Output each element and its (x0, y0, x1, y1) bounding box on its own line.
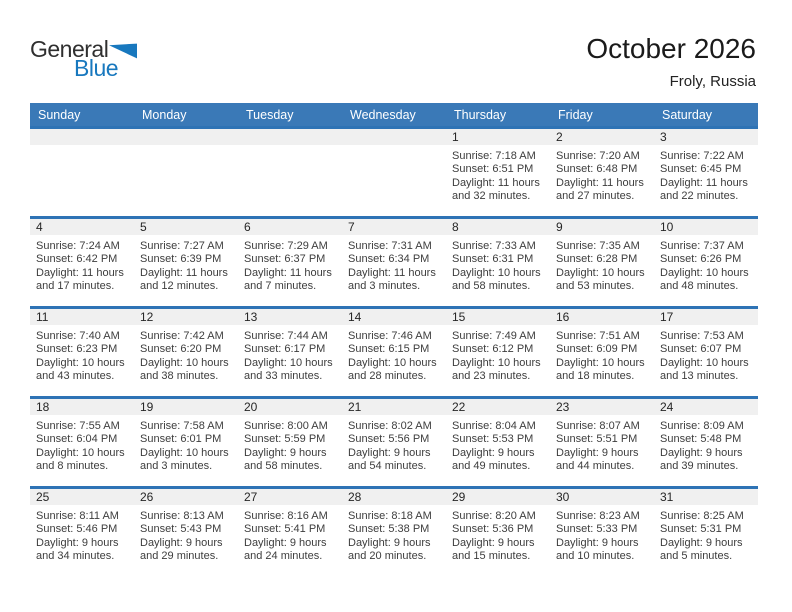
day-number: 31 (654, 489, 758, 505)
calendar-day-cell (134, 399, 238, 486)
sun-info-line: Sunrise: 7:31 AM (348, 240, 432, 252)
day-details (446, 235, 550, 294)
sun-info-line: Daylight: 9 hours (348, 536, 431, 549)
sun-info-line: Sunset: 5:48 PM (660, 433, 742, 446)
sun-info-line: Sunrise: 7:42 AM (140, 330, 224, 342)
calendar-day-cell (134, 219, 238, 306)
sun-info-line: Sunset: 6:04 PM (36, 433, 118, 446)
sun-info-line: Sunrise: 7:51 AM (556, 330, 640, 342)
sun-info-line: Daylight: 10 hours (556, 266, 645, 279)
sun-info-line: Daylight: 11 hours (36, 266, 124, 279)
day-number: 6 (238, 219, 342, 235)
day-number: 20 (238, 399, 342, 415)
sun-info-line: Sunset: 5:53 PM (452, 433, 534, 446)
day-details (654, 145, 758, 204)
day-number: 1 (446, 129, 550, 145)
sun-info-line: and 5 minutes. (660, 550, 733, 563)
day-details (654, 415, 758, 474)
weekday-header-sunday: Sunday (38, 107, 81, 122)
sun-info-line: Daylight: 9 hours (36, 536, 119, 549)
sun-info-line: Sunset: 5:46 PM (36, 523, 118, 536)
calendar-day-cell (550, 219, 654, 306)
day-details (446, 145, 550, 204)
calendar-day-cell (446, 489, 550, 576)
day-details (238, 145, 342, 150)
weekday-header-row (30, 103, 758, 126)
day-details (134, 235, 238, 294)
sun-info-line: Sunrise: 7:46 AM (348, 330, 432, 342)
empty-day-cell (30, 129, 134, 216)
day-number: 9 (550, 219, 654, 235)
calendar-day-cell (30, 309, 134, 396)
sun-info-line: Daylight: 9 hours (140, 536, 223, 549)
sun-info-line: Sunrise: 7:58 AM (140, 420, 224, 432)
sun-info-line: Sunrise: 7:27 AM (140, 240, 224, 252)
day-number: 21 (342, 399, 446, 415)
sun-info-line: and 27 minutes. (556, 190, 635, 203)
sun-info-line: and 34 minutes. (36, 550, 115, 563)
day-number (342, 129, 446, 145)
sun-info-line: Daylight: 11 hours (244, 266, 332, 279)
day-details (550, 235, 654, 294)
sun-info-line: Sunset: 6:01 PM (140, 433, 222, 446)
weekday-header-friday: Friday (558, 107, 593, 122)
sun-info-line: Sunrise: 8:00 AM (244, 420, 328, 432)
sun-info-line: Daylight: 9 hours (452, 446, 535, 459)
day-number: 11 (30, 309, 134, 325)
day-details (342, 145, 446, 150)
sun-info-line: and 29 minutes. (140, 550, 219, 563)
day-details (134, 415, 238, 474)
day-details (550, 415, 654, 474)
calendar-day-cell (446, 399, 550, 486)
weekday-header-monday: Monday (142, 107, 187, 122)
day-details (238, 235, 342, 294)
calendar-day-cell (654, 309, 758, 396)
sun-info-line: and 48 minutes. (660, 280, 739, 293)
weekday-header-wednesday: Wednesday (350, 107, 416, 122)
sun-info-line: and 20 minutes. (348, 550, 427, 563)
day-details (30, 415, 134, 474)
sun-info-line: Daylight: 10 hours (140, 446, 229, 459)
sun-info-line: Sunrise: 7:24 AM (36, 240, 120, 252)
sun-info-line: Sunrise: 7:37 AM (660, 240, 744, 252)
sun-info-line: Daylight: 9 hours (244, 536, 327, 549)
sun-info-line: Sunrise: 8:23 AM (556, 510, 640, 522)
sun-info-line: Sunrise: 7:22 AM (660, 150, 744, 162)
sun-info-line: and 39 minutes. (660, 460, 739, 473)
day-number: 18 (30, 399, 134, 415)
sun-info-line: Daylight: 10 hours (556, 356, 645, 369)
day-number: 2 (550, 129, 654, 145)
sun-info-line: Sunset: 6:51 PM (452, 163, 534, 176)
day-number (238, 129, 342, 145)
day-number: 8 (446, 219, 550, 235)
sun-info-line: Sunrise: 7:35 AM (556, 240, 640, 252)
sun-info-line: Sunset: 6:12 PM (452, 343, 534, 356)
calendar-day-cell (134, 309, 238, 396)
sun-info-line: Sunrise: 8:20 AM (452, 510, 536, 522)
sun-info-line: Daylight: 9 hours (556, 446, 639, 459)
calendar-day-cell (238, 399, 342, 486)
day-number: 27 (238, 489, 342, 505)
sun-info-line: Sunset: 6:23 PM (36, 343, 118, 356)
sun-info-line: Sunrise: 7:55 AM (36, 420, 120, 432)
day-number: 4 (30, 219, 134, 235)
sun-info-line: Sunrise: 8:18 AM (348, 510, 432, 522)
sun-info-line: Sunrise: 7:33 AM (452, 240, 536, 252)
day-details (30, 325, 134, 384)
sun-info-line: Daylight: 10 hours (348, 356, 437, 369)
day-number: 3 (654, 129, 758, 145)
day-number: 16 (550, 309, 654, 325)
sun-info-line: Sunset: 5:43 PM (140, 523, 222, 536)
day-details (550, 145, 654, 204)
calendar-day-cell (550, 489, 654, 576)
sun-info-line: and 44 minutes. (556, 460, 635, 473)
calendar-day-cell (342, 399, 446, 486)
sun-info-line: Sunrise: 8:04 AM (452, 420, 536, 432)
sun-info-line: Sunset: 6:31 PM (452, 253, 534, 266)
sun-info-line: Daylight: 11 hours (452, 176, 540, 189)
sun-info-line: and 18 minutes. (556, 370, 635, 383)
day-details (238, 325, 342, 384)
sun-info-line: Sunrise: 8:07 AM (556, 420, 640, 432)
sun-info-line: and 54 minutes. (348, 460, 427, 473)
day-number: 17 (654, 309, 758, 325)
day-number (30, 129, 134, 145)
day-number: 10 (654, 219, 758, 235)
calendar-day-cell (342, 219, 446, 306)
sun-info-line: Sunset: 5:41 PM (244, 523, 326, 536)
sun-info-line: Sunset: 6:26 PM (660, 253, 742, 266)
day-details (342, 505, 446, 564)
day-number: 24 (654, 399, 758, 415)
sun-info-line: Daylight: 11 hours (556, 176, 644, 189)
sun-info-line: Sunset: 6:48 PM (556, 163, 638, 176)
sun-info-line: Sunrise: 7:53 AM (660, 330, 744, 342)
day-details (654, 505, 758, 564)
empty-day-cell (342, 129, 446, 216)
day-details (446, 505, 550, 564)
calendar-day-cell (238, 309, 342, 396)
sun-info-line: Daylight: 10 hours (36, 356, 125, 369)
day-details (654, 235, 758, 294)
sun-info-line: Daylight: 9 hours (244, 446, 327, 459)
day-details (30, 145, 134, 150)
sun-info-line: Sunset: 6:37 PM (244, 253, 326, 266)
sun-info-line: Sunset: 6:20 PM (140, 343, 222, 356)
sun-info-line: Sunrise: 7:20 AM (556, 150, 640, 162)
sun-info-line: Daylight: 11 hours (660, 176, 748, 189)
day-number: 25 (30, 489, 134, 505)
day-number: 29 (446, 489, 550, 505)
sun-info-line: Sunset: 6:09 PM (556, 343, 638, 356)
sun-info-line: and 8 minutes. (36, 460, 109, 473)
sun-info-line: Daylight: 10 hours (660, 356, 749, 369)
week-row (30, 486, 758, 576)
sun-info-line: Daylight: 9 hours (660, 536, 743, 549)
day-number: 7 (342, 219, 446, 235)
sun-info-line: Daylight: 9 hours (660, 446, 743, 459)
day-number (134, 129, 238, 145)
calendar-day-cell (654, 399, 758, 486)
calendar-day-cell (134, 489, 238, 576)
sun-info-line: and 58 minutes. (244, 460, 323, 473)
sun-info-line: and 10 minutes. (556, 550, 635, 563)
sun-info-line: Daylight: 10 hours (244, 356, 333, 369)
week-row (30, 216, 758, 306)
sun-info-line: and 43 minutes. (36, 370, 115, 383)
day-details (134, 505, 238, 564)
sun-info-line: Sunset: 6:07 PM (660, 343, 742, 356)
day-details (30, 505, 134, 564)
day-number: 13 (238, 309, 342, 325)
sun-info-line: Sunrise: 7:18 AM (452, 150, 536, 162)
sun-info-line: and 53 minutes. (556, 280, 635, 293)
day-details (550, 505, 654, 564)
sun-info-line: and 17 minutes. (36, 280, 115, 293)
sun-info-line: and 38 minutes. (140, 370, 219, 383)
day-number: 19 (134, 399, 238, 415)
page-title: October 2026 (586, 33, 756, 64)
calendar-day-cell (550, 309, 654, 396)
sun-info-line: and 13 minutes. (660, 370, 739, 383)
day-details (238, 505, 342, 564)
weekday-header-saturday: Saturday (662, 107, 713, 122)
sun-info-line: Sunrise: 7:29 AM (244, 240, 328, 252)
logo-text-blue: Blue (74, 55, 119, 81)
day-details (342, 235, 446, 294)
weekday-header-tuesday: Tuesday (246, 107, 294, 122)
day-details (550, 325, 654, 384)
day-number: 22 (446, 399, 550, 415)
calendar-day-cell (446, 129, 550, 216)
sun-info-line: Sunset: 6:28 PM (556, 253, 638, 266)
calendar-day-cell (30, 219, 134, 306)
sun-info-line: Sunrise: 8:11 AM (36, 510, 119, 522)
sun-info-line: Daylight: 10 hours (452, 266, 541, 279)
day-number: 28 (342, 489, 446, 505)
day-details (238, 415, 342, 474)
sun-info-line: Sunset: 5:38 PM (348, 523, 430, 536)
sun-info-line: Sunset: 5:36 PM (452, 523, 534, 536)
logo-text-general: General (30, 36, 109, 62)
day-number: 15 (446, 309, 550, 325)
calendar-day-cell (30, 489, 134, 576)
week-row (30, 306, 758, 396)
calendar-day-cell (342, 309, 446, 396)
calendar-day-cell (446, 309, 550, 396)
calendar-day-cell (446, 219, 550, 306)
general-blue-logo (30, 36, 137, 81)
sun-info-line: Sunset: 6:17 PM (244, 343, 326, 356)
sun-info-line: Sunset: 6:15 PM (348, 343, 430, 356)
day-details (654, 325, 758, 384)
sun-info-line: Sunset: 5:51 PM (556, 433, 638, 446)
sun-info-line: Daylight: 9 hours (348, 446, 431, 459)
sun-info-line: Daylight: 9 hours (556, 536, 639, 549)
sun-info-line: and 24 minutes. (244, 550, 323, 563)
calendar-weeks (30, 126, 758, 576)
sun-info-line: Sunrise: 7:49 AM (452, 330, 536, 342)
sun-info-line: Daylight: 10 hours (36, 446, 125, 459)
day-number: 30 (550, 489, 654, 505)
sun-info-line: Daylight: 10 hours (140, 356, 229, 369)
sun-info-line: Sunrise: 8:25 AM (660, 510, 744, 522)
day-details (342, 325, 446, 384)
calendar-table (30, 103, 758, 576)
empty-day-cell (134, 129, 238, 216)
sun-info-line: Daylight: 11 hours (140, 266, 228, 279)
day-details (30, 235, 134, 294)
sun-info-line: and 33 minutes. (244, 370, 323, 383)
week-row (30, 126, 758, 216)
sun-info-line: and 22 minutes. (660, 190, 739, 203)
sun-info-line: and 28 minutes. (348, 370, 427, 383)
empty-day-cell (238, 129, 342, 216)
sun-info-line: and 23 minutes. (452, 370, 531, 383)
calendar-day-cell (238, 489, 342, 576)
sun-info-line: and 3 minutes. (348, 280, 421, 293)
sun-info-line: Daylight: 10 hours (452, 356, 541, 369)
sun-info-line: and 49 minutes. (452, 460, 531, 473)
day-number: 12 (134, 309, 238, 325)
sun-info-line: Sunset: 5:31 PM (660, 523, 742, 536)
location-subtitle: Froly, Russia (669, 73, 756, 90)
sun-info-line: Daylight: 10 hours (660, 266, 749, 279)
sun-info-line: Sunrise: 7:44 AM (244, 330, 328, 342)
calendar-day-cell (238, 219, 342, 306)
sun-info-line: Sunset: 6:42 PM (36, 253, 118, 266)
day-number: 23 (550, 399, 654, 415)
day-details (134, 325, 238, 384)
sun-info-line: and 58 minutes. (452, 280, 531, 293)
sun-info-line: and 3 minutes. (140, 460, 213, 473)
calendar-day-cell (342, 489, 446, 576)
calendar-day-cell (550, 129, 654, 216)
day-number: 5 (134, 219, 238, 235)
day-details (342, 415, 446, 474)
day-number: 26 (134, 489, 238, 505)
sun-info-line: Sunset: 6:45 PM (660, 163, 742, 176)
sun-info-line: and 15 minutes. (452, 550, 531, 563)
calendar-day-cell (654, 489, 758, 576)
weekday-header-thursday: Thursday (454, 107, 507, 122)
day-number: 14 (342, 309, 446, 325)
sun-info-line: Sunset: 5:33 PM (556, 523, 638, 536)
sun-info-line: Sunrise: 8:13 AM (140, 510, 224, 522)
sun-info-line: Sunrise: 7:40 AM (36, 330, 120, 342)
week-row (30, 396, 758, 486)
calendar-day-cell (30, 399, 134, 486)
sun-info-line: and 7 minutes. (244, 280, 317, 293)
sun-info-line: Sunset: 6:34 PM (348, 253, 430, 266)
sun-info-line: Sunset: 5:59 PM (244, 433, 326, 446)
day-details (134, 145, 238, 150)
sun-info-line: Daylight: 9 hours (452, 536, 535, 549)
sun-info-line: Sunset: 6:39 PM (140, 253, 222, 266)
sun-info-line: Sunrise: 8:16 AM (244, 510, 328, 522)
sun-info-line: Sunrise: 8:09 AM (660, 420, 744, 432)
sun-info-line: and 12 minutes. (140, 280, 219, 293)
sun-info-line: Daylight: 11 hours (348, 266, 436, 279)
day-details (446, 415, 550, 474)
day-details (446, 325, 550, 384)
sun-info-line: Sunset: 5:56 PM (348, 433, 430, 446)
calendar-day-cell (550, 399, 654, 486)
calendar-day-cell (654, 219, 758, 306)
sun-info-line: and 32 minutes. (452, 190, 531, 203)
sun-info-line: Sunrise: 8:02 AM (348, 420, 432, 432)
calendar-day-cell (654, 129, 758, 216)
